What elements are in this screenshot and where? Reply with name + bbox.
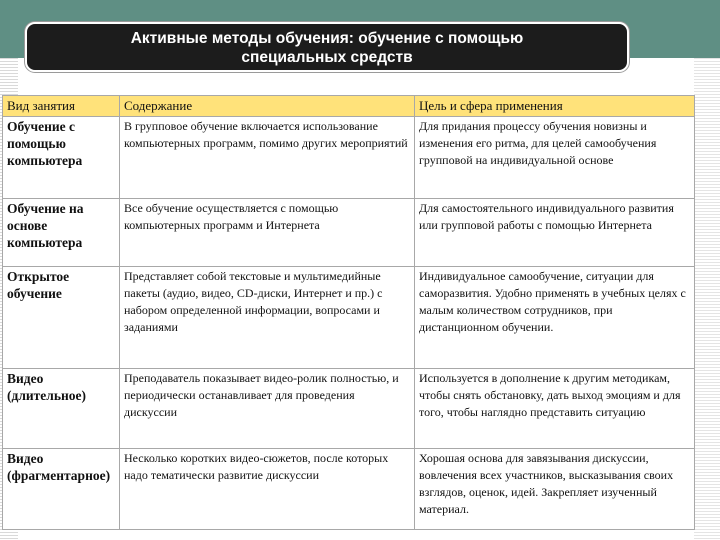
table-row [3, 117, 695, 199]
table-row [3, 267, 695, 369]
header-goal: Цель и сфера применения [415, 96, 695, 117]
cell-type: Обучение на основе компьютера [3, 199, 120, 267]
table-row [3, 449, 695, 530]
cell-type: Видео (фрагментарное) [3, 449, 120, 530]
cell-type: Видео (длительное) [3, 369, 120, 449]
cell-content: Несколько коротких видео-сюжетов, после которых надо тематически развитие дискуссии [120, 449, 415, 530]
cell-goal: Для придания процессу обучения новизны и изменения его ритма, для целей самообучения групповой на индивидуальной основе [415, 117, 695, 199]
cell-goal: Хорошая основа для завязывания дискуссии, вовлечения всех участников, высказывания своих взглядов, оценок, идей. Закрепляет изученный материал. [415, 449, 695, 530]
cell-type: Открытое обучение [3, 267, 120, 369]
cell-content: Представляет собой текстовые и мультимедийные пакеты (аудио, видео, CD-диски, Интернет и пр.) с набором определенной информации, вопросами и заданиями [120, 267, 415, 369]
header-type: Вид занятия [3, 96, 120, 117]
slide-title-line-2: специальных средств [241, 49, 413, 66]
cell-content: Все обучение осуществляется с помощью компьютерных программ и Интернета [120, 199, 415, 267]
slide-title-line-1: Активные методы обучения: обучение с помощью [130, 30, 524, 47]
table-header-row [3, 96, 695, 117]
cell-content: В групповое обучение включается использование компьютерных программ, помимо других мероприятий [120, 117, 415, 199]
cell-goal: Для самостоятельного индивидуального развития или групповой работы с помощью Интернета [415, 199, 695, 267]
cell-goal: Индивидуальное самообучение, ситуации для саморазвития. Удобно применять в учебных целях с малым количеством сотрудников, при дистанционном обучении. [415, 267, 695, 369]
cell-content: Преподаватель показывает видео-ролик полностью, и периодически останавливает для проведения дискуссии [120, 369, 415, 449]
cell-goal: Используется в дополнение к другим методикам, чтобы снять обстановку, дать выход эмоциям и для того, чтобы наглядно представить ситуацию [415, 369, 695, 449]
table-row [3, 199, 695, 267]
methods-table [2, 95, 695, 530]
cell-type: Обучение с помощью компьютера [3, 117, 120, 199]
header-content: Содержание [120, 96, 415, 117]
right-decorative-stripe [694, 58, 720, 540]
table-row [3, 369, 695, 449]
slide-title [25, 22, 629, 72]
